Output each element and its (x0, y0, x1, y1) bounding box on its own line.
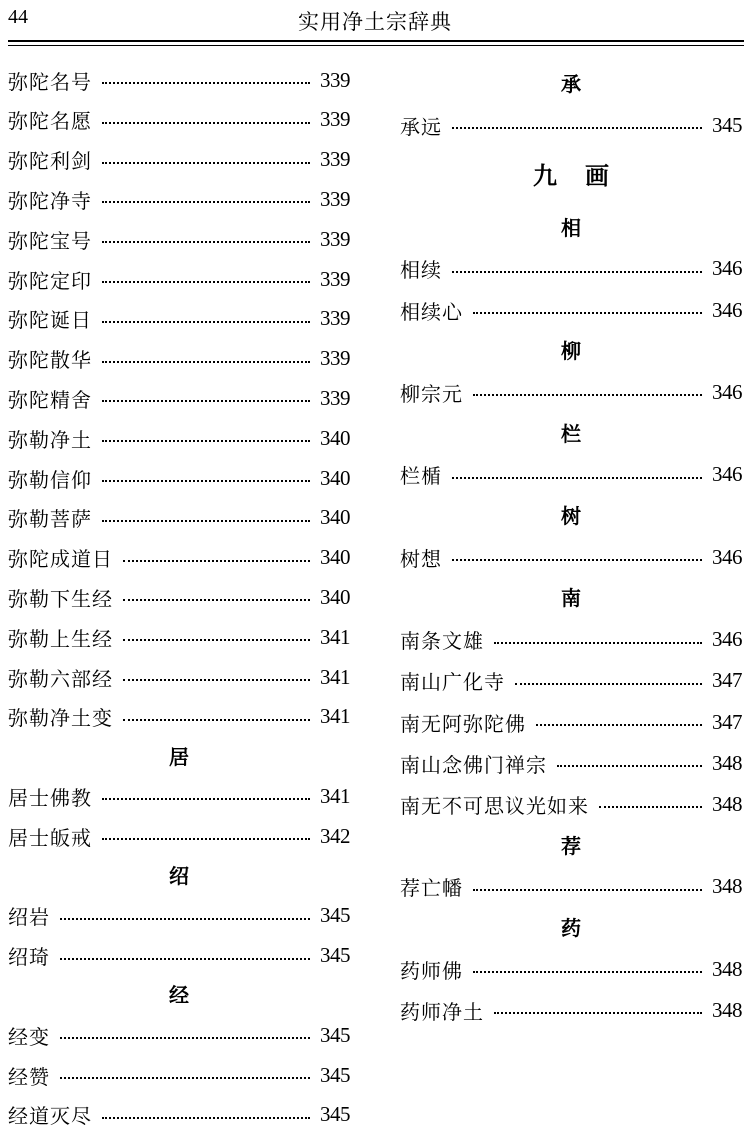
index-entry (8, 420, 350, 456)
entry-term: 绍琦 (8, 945, 50, 970)
entry-page-number: 339 (320, 147, 350, 172)
dot-leader (102, 361, 310, 363)
entry-page-number: 345 (320, 943, 350, 968)
index-entry (8, 1017, 350, 1053)
entry-term: 荐亡幡 (400, 876, 463, 901)
dot-leader (599, 806, 702, 808)
header-rule-thin (8, 45, 744, 46)
entry-page-number: 342 (320, 823, 350, 848)
entry-page-number: 341 (320, 704, 350, 729)
entry-page-number: 339 (320, 346, 350, 371)
entry-term: 弥陀利剑 (8, 149, 92, 174)
entry-page-number: 345 (712, 112, 742, 137)
entry-term: 药师佛 (400, 958, 463, 983)
entry-term: 南山念佛门禅宗 (400, 752, 547, 777)
entry-page-number: 339 (320, 306, 350, 331)
entry-term: 弥陀精舍 (8, 387, 92, 412)
character-heading: 承 (561, 72, 581, 96)
index-entry (400, 292, 742, 328)
entry-term: 南无阿弥陀佛 (400, 711, 526, 736)
entry-page-number: 346 (712, 627, 742, 652)
dot-leader (452, 477, 702, 479)
entry-page-number: 346 (712, 256, 742, 281)
dot-leader (123, 639, 310, 641)
entry-term: 弥陀散华 (8, 348, 92, 373)
dot-leader (473, 312, 702, 314)
entry-page-number: 348 (712, 997, 742, 1022)
index-entry (8, 380, 350, 416)
entry-term: 弥勒信仰 (8, 467, 92, 492)
index-entry (8, 1097, 350, 1133)
index-entry (8, 818, 350, 854)
dot-leader (123, 599, 310, 601)
dot-leader (473, 889, 702, 891)
entry-page-number: 341 (320, 624, 350, 649)
entry-page-number: 340 (320, 425, 350, 450)
index-entry (8, 62, 350, 98)
character-heading: 绍 (169, 864, 189, 888)
index-entry (400, 539, 742, 575)
entry-page-number: 345 (320, 1102, 350, 1127)
entry-page-number: 346 (712, 544, 742, 569)
index-entry (400, 951, 742, 987)
entry-term: 南山广化寺 (400, 670, 505, 695)
entry-term: 经道灭尽 (8, 1104, 92, 1129)
entry-term: 弥陀名号 (8, 69, 92, 94)
dot-leader (102, 798, 310, 800)
dot-leader (473, 394, 702, 396)
dot-leader (123, 679, 310, 681)
dot-leader (536, 724, 702, 726)
entry-page-number: 340 (320, 505, 350, 530)
entry-term: 南条文雄 (400, 629, 484, 654)
dot-leader (102, 1117, 310, 1119)
character-heading: 栏 (561, 421, 581, 446)
index-entry (8, 579, 350, 615)
entry-term: 南无不可思议光如来 (400, 793, 589, 818)
entry-page-number: 340 (320, 584, 350, 609)
dot-leader (102, 321, 310, 323)
dot-leader (102, 400, 310, 402)
dot-leader (494, 1012, 702, 1014)
dot-leader (452, 127, 702, 129)
index-entry (400, 251, 742, 287)
index-entry (400, 663, 742, 699)
entry-page-number: 345 (320, 903, 350, 928)
entry-page-number: 347 (712, 709, 742, 734)
dot-leader (102, 162, 310, 164)
index-entry (8, 221, 350, 257)
entry-page-number: 348 (712, 956, 742, 981)
dot-leader (452, 559, 702, 561)
index-entry (8, 181, 350, 217)
entry-term: 绍岩 (8, 905, 50, 930)
index-entry (8, 938, 350, 974)
entry-term: 居士皈戒 (8, 825, 92, 850)
entry-page-number: 339 (320, 385, 350, 410)
index-entry (8, 102, 350, 138)
entry-term: 弥勒上生经 (8, 626, 113, 651)
dot-leader (60, 958, 310, 960)
dot-leader (102, 122, 310, 124)
dot-leader (452, 271, 702, 273)
entry-term: 相续心 (400, 299, 463, 324)
entry-term: 弥陀成道日 (8, 547, 113, 572)
entry-page-number: 340 (320, 545, 350, 570)
entry-term: 弥陀名愿 (8, 109, 92, 134)
index-entry (8, 540, 350, 576)
entry-page-number: 339 (320, 67, 350, 92)
entry-page-number: 348 (712, 791, 742, 816)
page-number: 44 (8, 6, 28, 28)
entry-term: 弥陀净寺 (8, 188, 92, 213)
entry-term: 经变 (8, 1024, 50, 1049)
index-entry (8, 659, 350, 695)
character-heading: 相 (561, 215, 581, 240)
entry-page-number: 339 (320, 226, 350, 251)
entry-term: 药师净土 (400, 999, 484, 1024)
character-heading: 荐 (561, 833, 581, 858)
entry-term: 柳宗元 (400, 381, 463, 406)
index-entry (8, 341, 350, 377)
dot-leader (60, 1077, 310, 1079)
dot-leader (102, 241, 310, 243)
dot-leader (102, 520, 310, 522)
dot-leader (123, 719, 310, 721)
dot-leader (102, 281, 310, 283)
entry-term: 弥勒下生经 (8, 586, 113, 611)
entry-page-number: 345 (320, 1022, 350, 1047)
index-entry (8, 460, 350, 496)
entry-page-number: 348 (712, 874, 742, 899)
dot-leader (102, 440, 310, 442)
index-entry (400, 704, 742, 740)
entry-page-number: 347 (712, 668, 742, 693)
entry-page-number: 346 (712, 297, 742, 322)
dot-leader (102, 480, 310, 482)
entry-term: 弥陀宝号 (8, 228, 92, 253)
entry-page-number: 339 (320, 186, 350, 211)
character-heading: 居 (169, 744, 189, 769)
entry-page-number: 339 (320, 107, 350, 132)
dot-leader (473, 971, 702, 973)
entry-term: 弥勒净土变 (8, 706, 113, 731)
entry-page-number: 340 (320, 465, 350, 490)
index-entry (8, 619, 350, 655)
entry-term: 栏楯 (400, 464, 442, 489)
dot-leader (557, 765, 702, 767)
index-entry (400, 374, 742, 410)
dot-leader (60, 918, 310, 920)
dot-leader (102, 201, 310, 203)
index-entry (400, 786, 742, 822)
dot-leader (494, 642, 702, 644)
entry-page-number: 341 (320, 783, 350, 808)
character-heading: 南 (561, 586, 581, 611)
entry-term: 弥勒净土 (8, 427, 92, 452)
entry-page-number: 348 (712, 750, 742, 775)
entry-page-number: 341 (320, 664, 350, 689)
entry-term: 树想 (400, 546, 442, 571)
entry-term: 经赞 (8, 1064, 50, 1089)
dot-leader (60, 1037, 310, 1039)
character-heading: 树 (561, 504, 581, 528)
index-entry (400, 622, 742, 658)
entry-page-number: 346 (712, 379, 742, 404)
index-entry (400, 457, 742, 493)
dot-leader (102, 82, 310, 84)
index-entry (8, 898, 350, 934)
entry-page-number: 346 (712, 462, 742, 487)
index-entry (400, 745, 742, 781)
entry-term: 居士佛教 (8, 785, 92, 810)
dot-leader (123, 560, 310, 562)
entry-page-number: 339 (320, 266, 350, 291)
book-title: 实用净土宗辞典 (298, 10, 452, 34)
index-entry (400, 107, 742, 143)
character-heading: 药 (561, 916, 581, 940)
index-entry (400, 869, 742, 905)
character-heading: 经 (169, 983, 189, 1008)
entry-term: 相续 (400, 258, 442, 283)
index-entry (8, 699, 350, 735)
index-entry (8, 778, 350, 814)
entry-term: 弥勒菩萨 (8, 507, 92, 532)
header-rule-thick (8, 40, 744, 42)
entry-term: 弥勒六部经 (8, 666, 113, 691)
index-entry (8, 142, 350, 178)
entry-page-number: 345 (320, 1062, 350, 1087)
stroke-count-heading: 九画 (533, 161, 637, 191)
index-entry (400, 992, 742, 1028)
index-entry (8, 261, 350, 297)
character-heading: 柳 (561, 339, 581, 364)
entry-term: 承远 (400, 114, 442, 139)
dot-leader (102, 838, 310, 840)
index-entry (8, 301, 350, 337)
index-entry (8, 1057, 350, 1093)
entry-term: 弥陀诞日 (8, 308, 92, 333)
entry-term: 弥陀定印 (8, 268, 92, 293)
index-entry (8, 500, 350, 536)
dot-leader (515, 683, 702, 685)
